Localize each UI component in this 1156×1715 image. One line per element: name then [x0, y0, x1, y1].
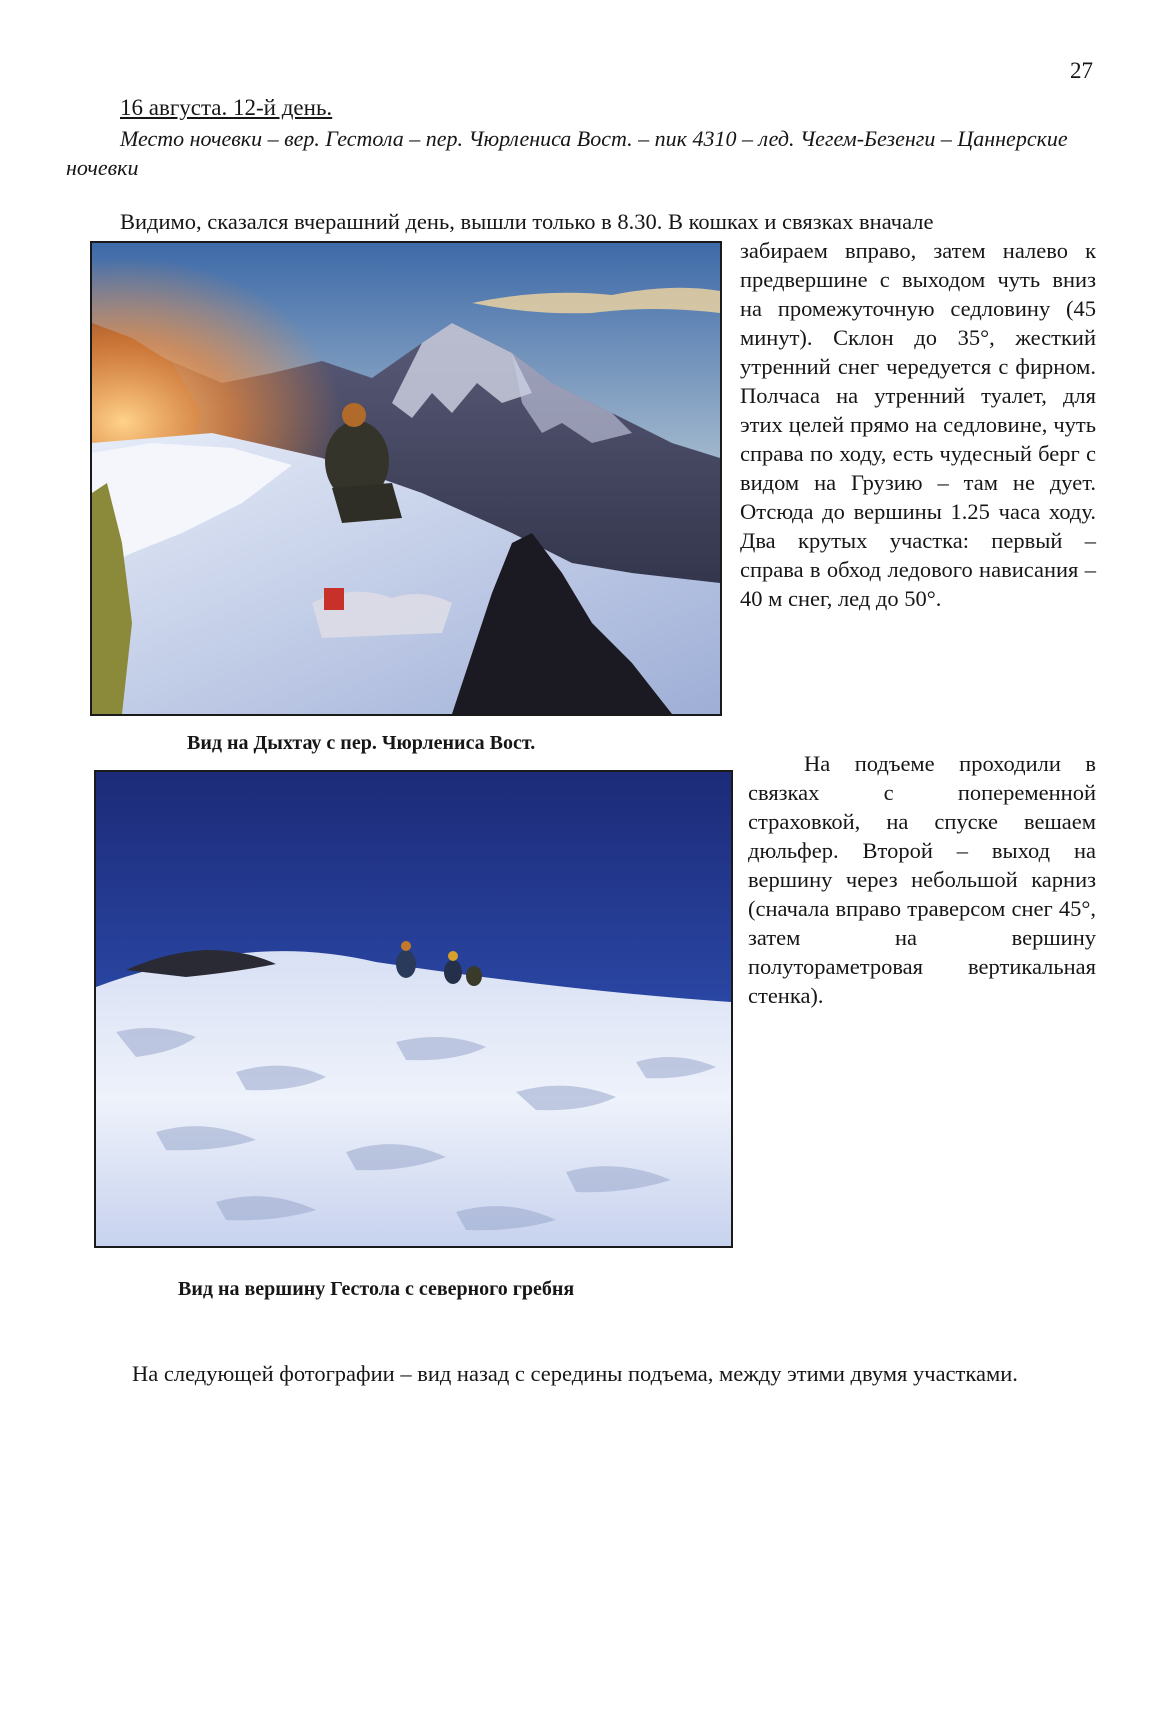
page-number: 27	[1070, 58, 1093, 83]
body-text-column-1: забираем вправо, затем налево к предвершине с выходом чуть вниз на промежуточную седловину (45 минут). Склон до 35°, жесткий утренний снег чередуется с фирном. Полчаса на утренний туалет, для этих целей прямо на седловине, чуть справа по ходу, есть чудесный берг с видом на Грузию – там не дует. Отсюда до вершины 1.25 часа ходу. Два крутых участка: первый – справа в обход ледового нависания – 40 м снег, лед до 50°.	[740, 238, 1096, 611]
route-subtitle: Место ночевки – вер. Гестола – пер. Чюрлениса Вост. – пик 4310 – лед. Чегем-Безенги – Цаннерские ночевки	[66, 126, 1068, 180]
caption-gestola-summit: Вид на вершину Гестола с северного гребня	[178, 1278, 575, 1300]
closing-paragraph: На следующей фотографии – вид назад с середины подъема, между этими двумя участками.	[132, 1361, 1018, 1386]
date-heading: 16 августа. 12-й день.	[120, 95, 333, 120]
photo-dykhtau	[90, 241, 722, 716]
body-text-column-2: На подъеме проходили в связках с попеременной страховкой, на спуске вешаем дюльфер. Второй – выход на вершину через небольшой карниз (сначала вправо траверсом снег 45°, затем на вершину полутораметровая вертикальная стенка).	[748, 751, 1096, 1008]
caption-dykhtau: Вид на Дыхтау с пер. Чюрлениса Вост.	[187, 732, 536, 754]
photo-gestola-summit	[94, 770, 733, 1248]
intro-line: Видимо, сказался вчерашний день, вышли только в 8.30. В кошках и связках вначале	[120, 209, 934, 234]
